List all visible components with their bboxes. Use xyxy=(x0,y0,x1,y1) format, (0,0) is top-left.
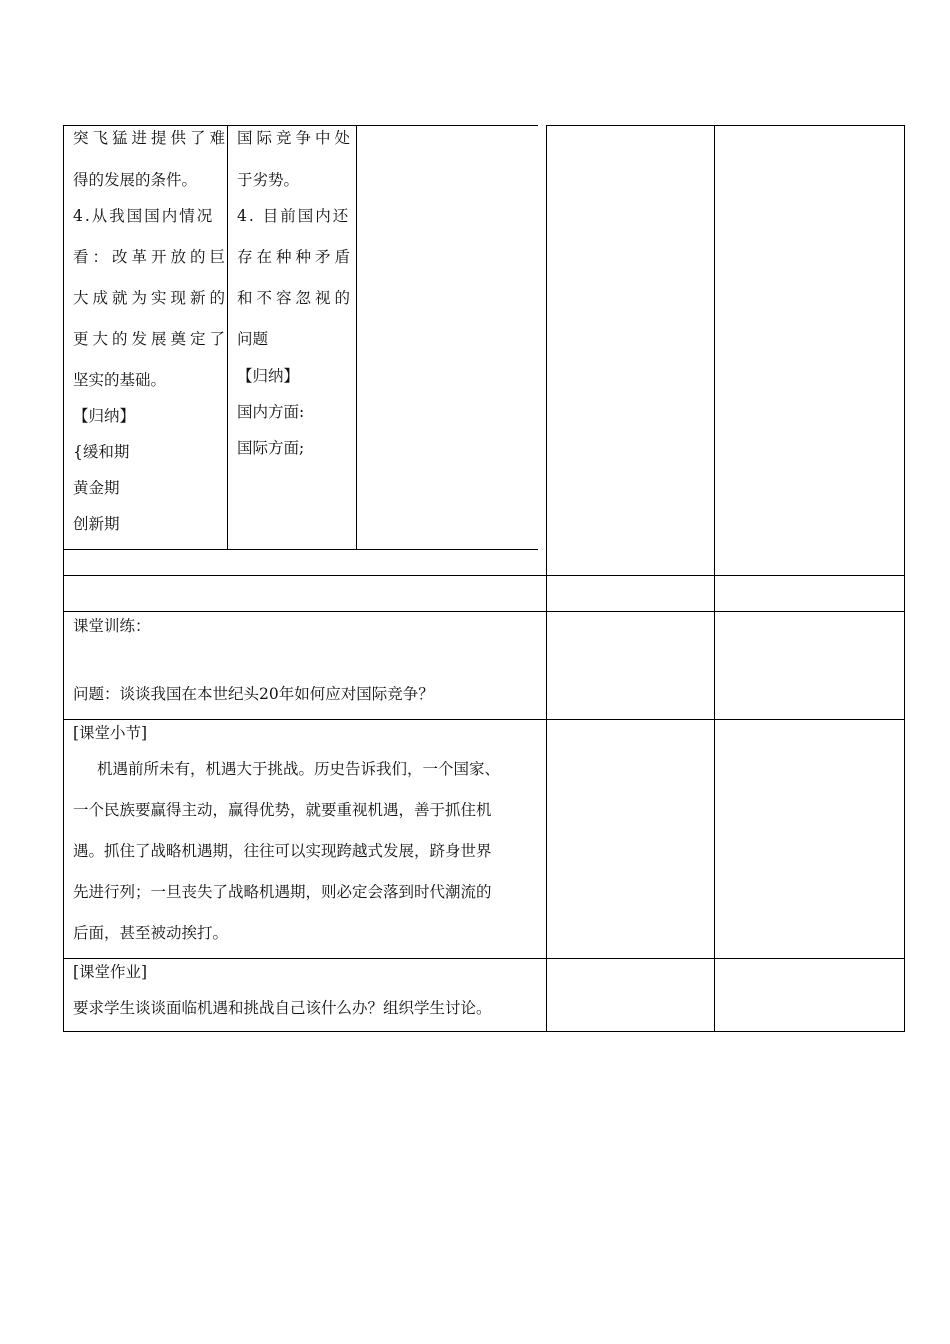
col2-line: 和不容忽视的 xyxy=(237,289,355,307)
col2-heading: 【归纳】 xyxy=(237,367,300,385)
summary-line: 遇。抓住了战略机遇期，往往可以实现跨越式发展，跻身世界 xyxy=(73,842,492,860)
summary-line: 先进行列；一旦丧失了战略机遇期，则必定会落到时代潮流的 xyxy=(73,883,492,901)
col1-line: 看：改革开放的巨 xyxy=(73,248,230,266)
inner-table-bottom xyxy=(63,549,538,550)
row-line-5 xyxy=(63,1031,905,1032)
col2-line: 4. 目前国内还 xyxy=(237,207,351,225)
summary-line: 机遇前所未有，机遇大于挑战。历史告诉我们，一个国家、 xyxy=(97,760,501,778)
col1-line: 得的发展的条件。 xyxy=(73,171,198,189)
summary-heading: [课堂小节] xyxy=(73,724,148,742)
col1-line: 坚实的基础。 xyxy=(73,371,167,389)
col1-line: {缓和期 xyxy=(73,443,130,461)
col2-line: 于劣势。 xyxy=(237,171,300,189)
row-line-3 xyxy=(63,719,905,720)
col2-line: 存在种种矛盾 xyxy=(237,248,355,266)
training-heading: 课堂训练： xyxy=(73,617,151,635)
table-border-right xyxy=(904,125,905,1032)
outer-table-top xyxy=(546,125,905,126)
col1-line: 创新期 xyxy=(73,515,120,533)
table-border-left xyxy=(63,125,64,1032)
col2-line: 国际方面; xyxy=(237,439,305,457)
col2-line: 国内方面: xyxy=(237,403,305,421)
row-line-4 xyxy=(63,958,905,959)
table-border-mid1 xyxy=(546,125,547,1032)
homework-heading: [课堂作业] xyxy=(73,963,148,981)
homework-text: 要求学生谈谈面临机遇和挑战自己该什么办？组织学生讨论。 xyxy=(73,999,492,1017)
col1-line: 大成就为实现新的 xyxy=(73,289,230,307)
row-line-2 xyxy=(63,611,905,612)
col2-line: 国际竞争中处 xyxy=(237,129,355,147)
summary-line: 一个民族要赢得主动，赢得优势，就要重视机遇，善于抓住机 xyxy=(73,801,492,819)
training-question: 问题：谈谈我国在本世纪头20年如何应对国际竞争？ xyxy=(73,685,434,703)
col1-line: 4.从我国国内情况 xyxy=(73,207,215,225)
summary-line: 后面，甚至被动挨打。 xyxy=(73,924,229,942)
col2-line: 问题 xyxy=(237,330,269,348)
inner-table-top xyxy=(63,125,538,126)
col1-heading: 【归纳】 xyxy=(73,407,136,425)
row-line-1 xyxy=(63,575,905,576)
table-border-mid2 xyxy=(714,125,715,1032)
col1-line: 黄金期 xyxy=(73,479,120,497)
col1-line: 突飞猛进提供了难 xyxy=(73,129,230,147)
inner-col-divider-2 xyxy=(356,125,357,549)
col1-line: 更大的发展奠定了 xyxy=(73,330,230,348)
